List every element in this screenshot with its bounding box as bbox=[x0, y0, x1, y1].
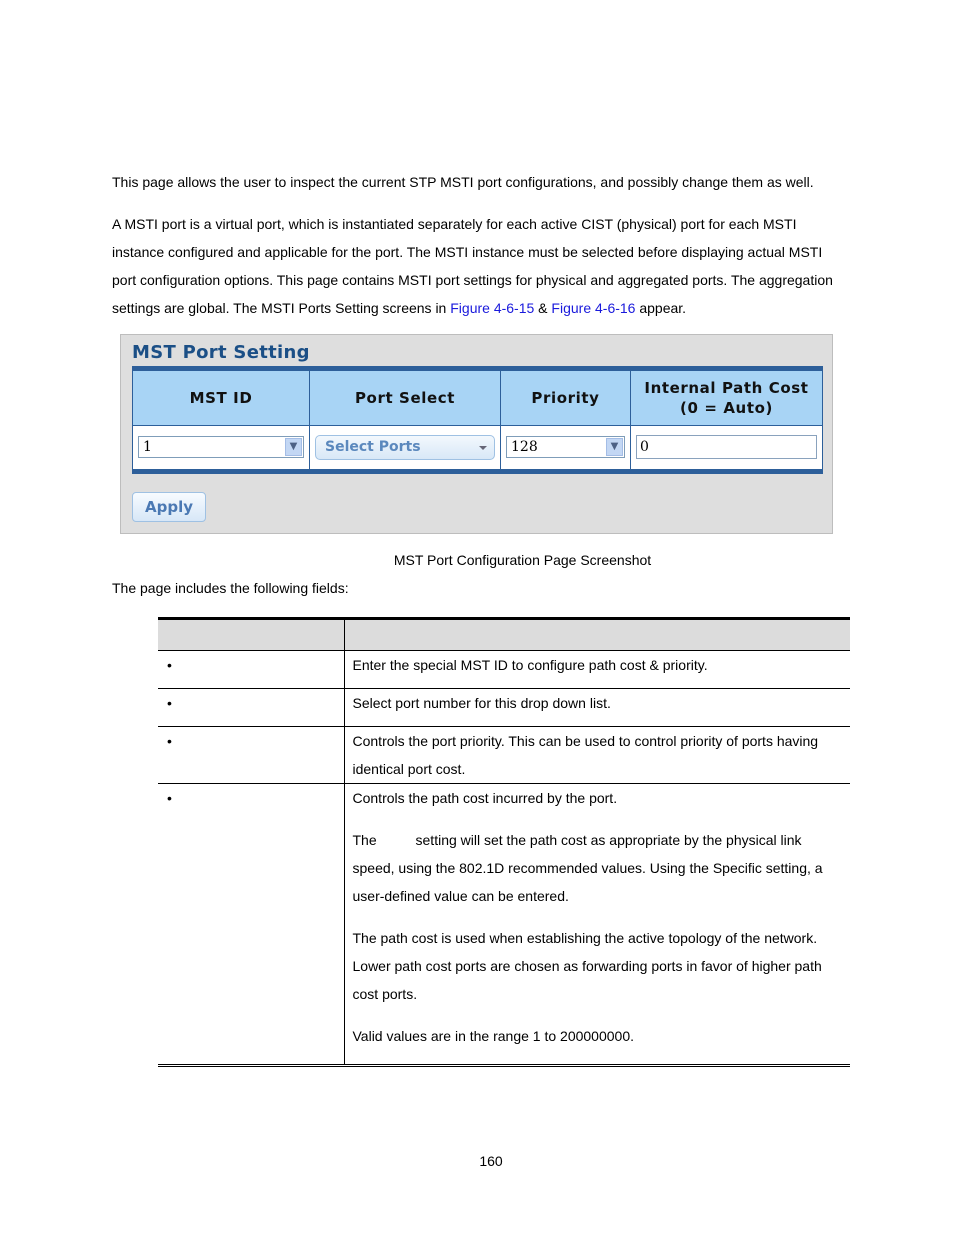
col-header-priority: Priority bbox=[501, 369, 631, 426]
intro-paragraph-1: This page allows the user to inspect the current STP MSTI port configurations, and possibly change them as well. bbox=[112, 174, 814, 190]
col-header-port-select: Port Select bbox=[310, 369, 501, 426]
chevron-down-icon[interactable]: ▼ bbox=[285, 438, 302, 456]
field-description: The path cost is used when establishing the active topology of the network. Lower path cost ports are chosen as forwarding ports in favor of higher path cost ports. bbox=[352, 930, 822, 1002]
field-name-cell bbox=[158, 689, 344, 727]
cell-mst-id bbox=[133, 425, 310, 471]
cell-port-select bbox=[310, 425, 501, 471]
mst-id-select[interactable] bbox=[138, 436, 304, 458]
col-header-internal-path-cost bbox=[631, 369, 823, 426]
priority-select[interactable] bbox=[506, 436, 625, 458]
bullet: • bbox=[167, 733, 172, 749]
col-header-internal-path-cost-line2: (0 = Auto) bbox=[680, 398, 773, 417]
field-name-cell bbox=[158, 784, 344, 1066]
intro-paragraph-2-end: appear. bbox=[635, 300, 687, 316]
priority-value: 128 bbox=[511, 439, 538, 456]
panel-title: MST Port Setting bbox=[132, 342, 310, 363]
field-description-cell bbox=[344, 689, 850, 727]
port-select-label: Select Ports bbox=[325, 438, 421, 455]
field-description: The setting will set the path cost as appropriate by the physical link speed, using the 802.1D recommended values. Using the Specific setting, a user-defined value can be entered. bbox=[352, 832, 827, 904]
field-description-cell bbox=[344, 727, 850, 784]
ampersand-text: & bbox=[534, 300, 552, 316]
figure-link-4-6-15[interactable]: Figure 4-6-15 bbox=[450, 300, 535, 316]
figure-link-4-6-16[interactable]: Figure 4-6-16 bbox=[551, 300, 636, 316]
cell-path-cost bbox=[631, 425, 823, 471]
field-description: Enter the special MST ID to configure path cost & priority. bbox=[352, 657, 708, 673]
header-object bbox=[158, 619, 344, 651]
page-number: 160 bbox=[479, 1153, 503, 1169]
field-name-cell bbox=[158, 727, 344, 784]
bullet: • bbox=[167, 790, 172, 806]
cell-priority bbox=[501, 425, 631, 471]
path-cost-input[interactable]: 0 bbox=[636, 435, 817, 459]
bullet: • bbox=[167, 657, 172, 673]
fields-table bbox=[158, 617, 850, 1067]
apply-button[interactable]: Apply bbox=[132, 492, 206, 522]
field-description: Valid values are in the range 1 to 200000000. bbox=[352, 1028, 635, 1044]
intro-paragraph-2 bbox=[112, 210, 842, 322]
field-description: Controls the port priority. This can be used to control priority of ports having identical port cost. bbox=[352, 733, 819, 777]
col-header-mst-id: MST ID bbox=[133, 369, 310, 426]
chevron-down-icon[interactable]: ▼ bbox=[606, 438, 623, 456]
col-header-internal-path-cost-line1: Internal Path Cost bbox=[644, 378, 809, 397]
field-description: Controls the path cost incurred by the port. bbox=[352, 790, 618, 806]
figure-caption: MST Port Configuration Page Screenshot bbox=[393, 552, 652, 568]
mst-port-setting-table bbox=[132, 366, 823, 474]
intro-paragraph-2-text: A MSTI port is a virtual port, which is instantiated separately for each active CIST (physical) port for each MSTI instance configured and applicable for the port. The MSTI instance must be selected before displaying actual MSTI port configuration options. This page contains MSTI port settings for physical and aggregated ports. The aggregation settings are global. The MSTI Ports Setting screens in bbox=[112, 216, 833, 316]
port-select-dropdown[interactable] bbox=[315, 435, 495, 460]
mst-port-setting-screenshot bbox=[120, 334, 833, 534]
field-description-cell bbox=[344, 651, 850, 689]
mst-id-value: 1 bbox=[143, 439, 152, 456]
field-description-cell bbox=[344, 784, 850, 1066]
field-name-cell bbox=[158, 651, 344, 689]
header-description bbox=[344, 619, 850, 651]
bullet: • bbox=[167, 695, 172, 711]
dropdown-triangle-icon bbox=[479, 446, 487, 450]
fields-intro: The page includes the following fields: bbox=[112, 580, 349, 596]
field-description: Select port number for this drop down list. bbox=[352, 695, 611, 711]
